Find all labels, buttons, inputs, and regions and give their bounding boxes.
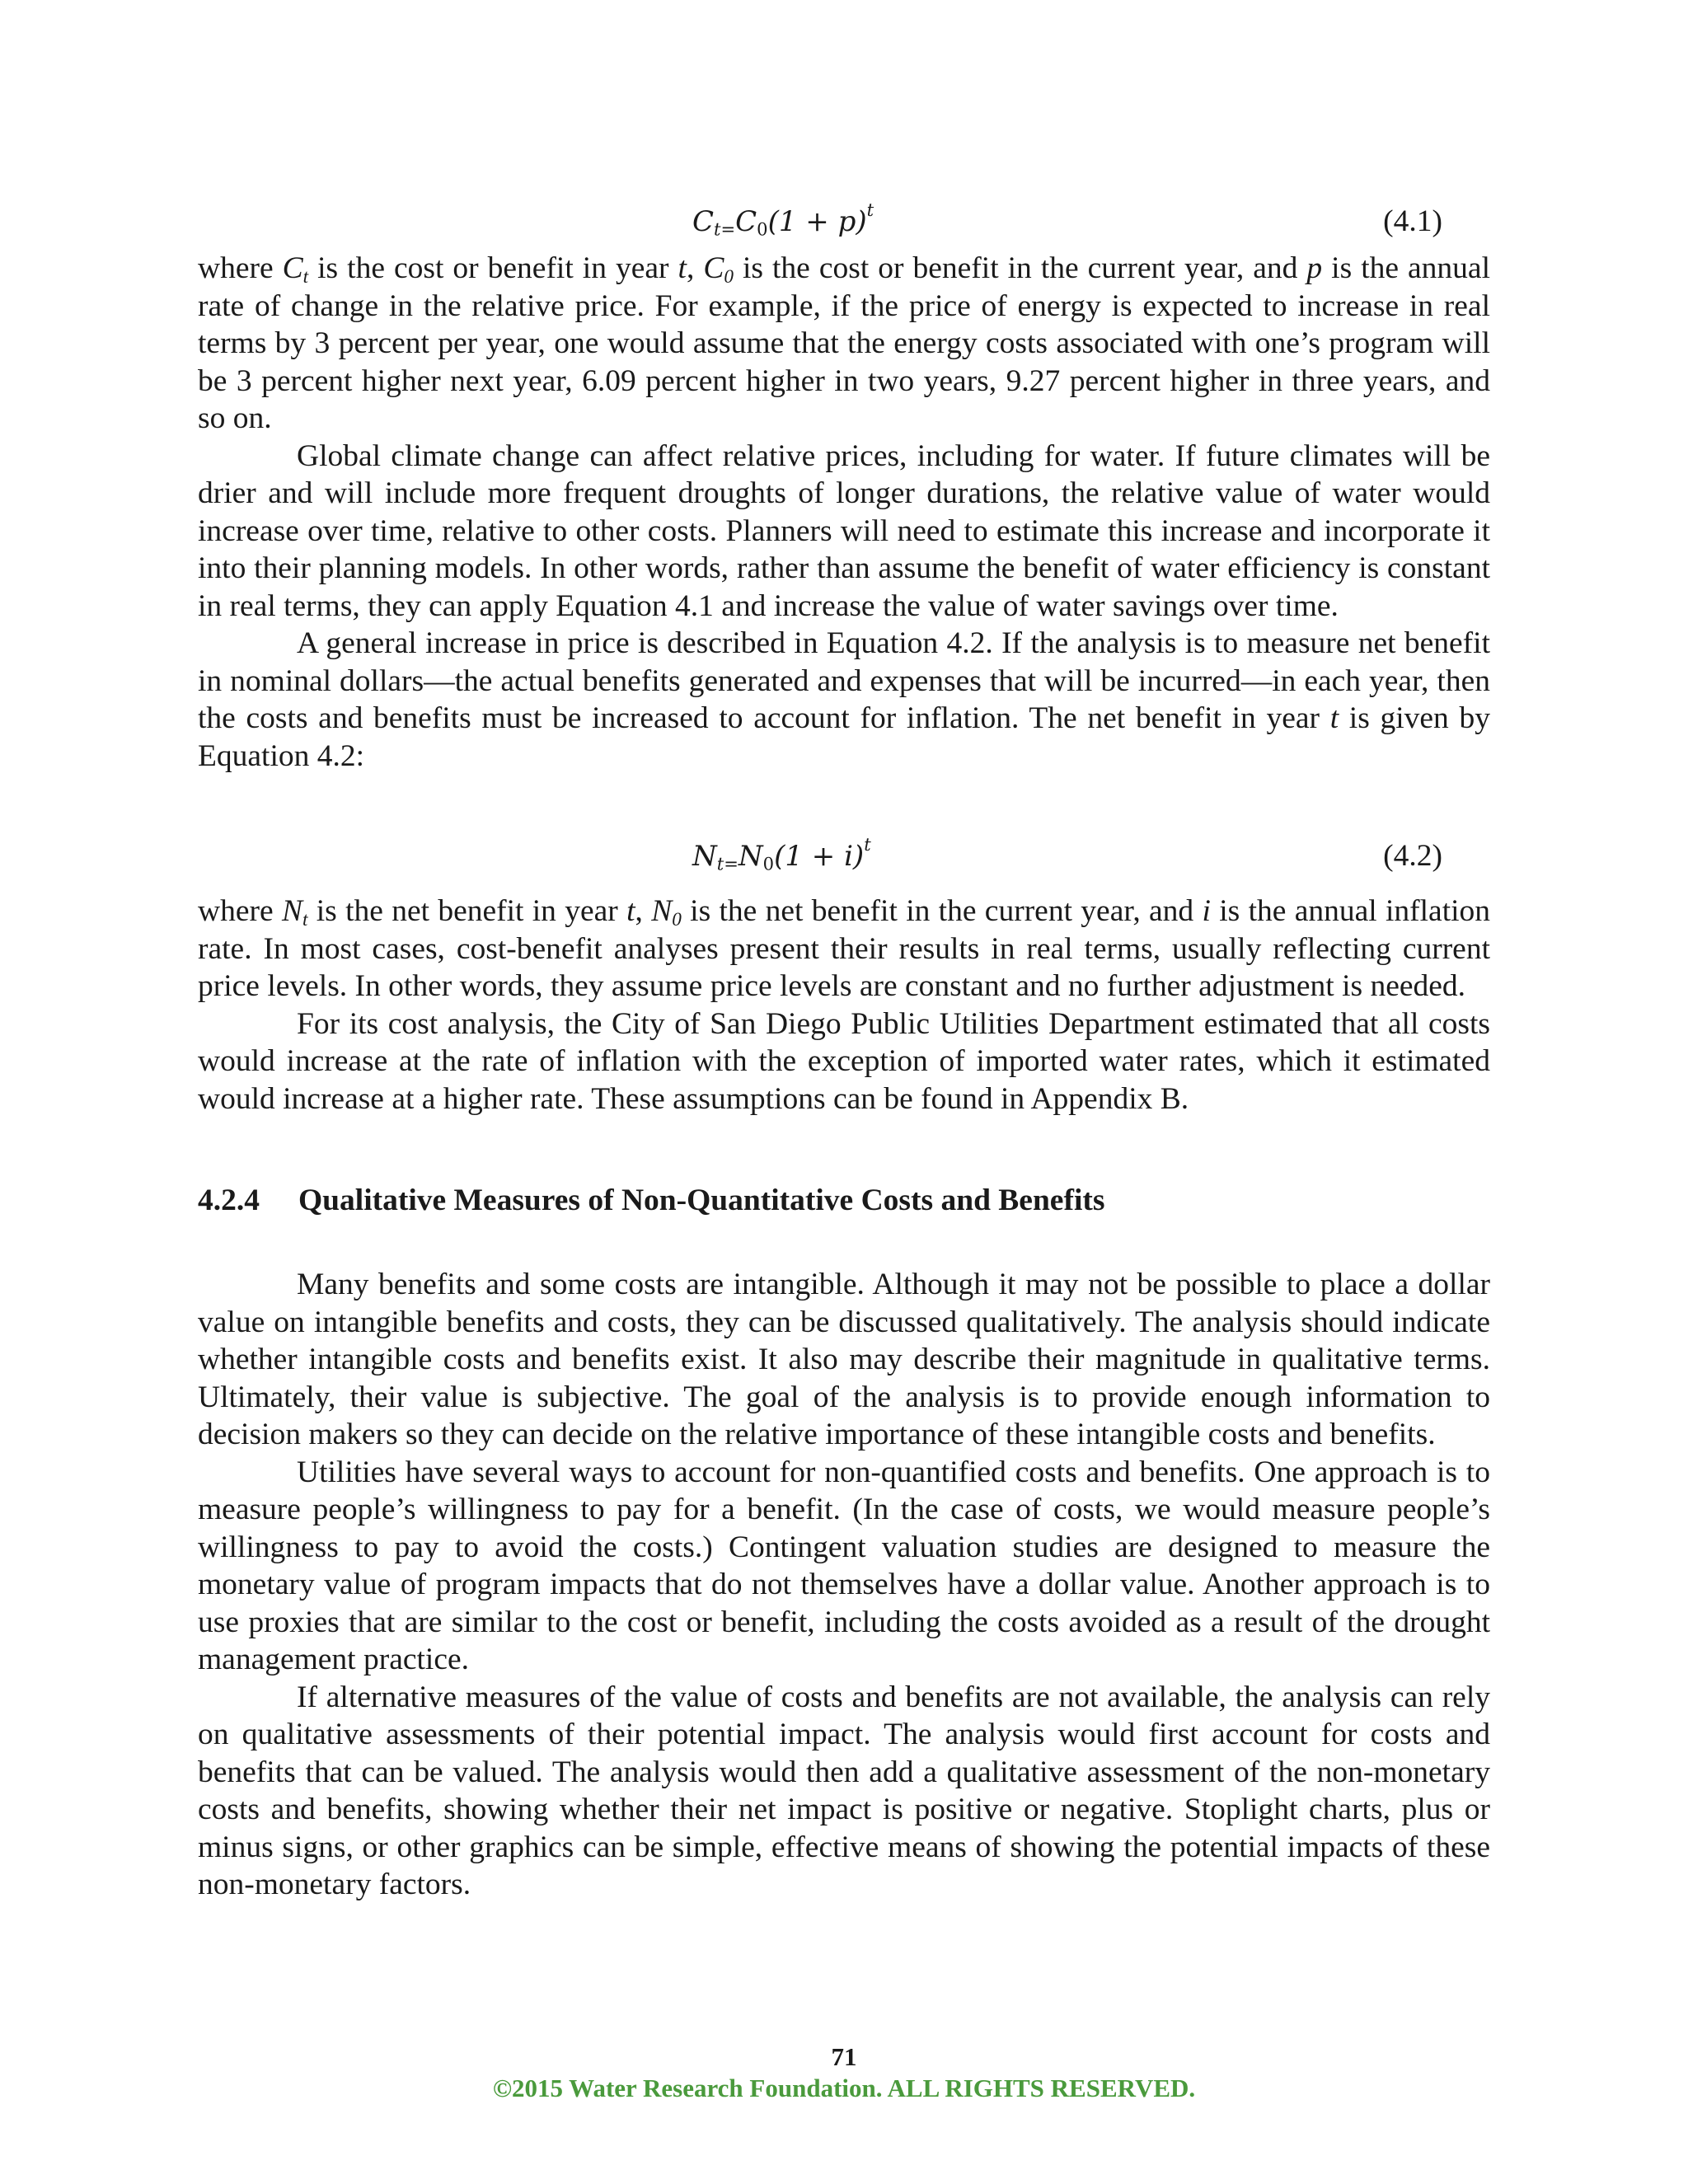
paragraph: A general increase in price is described in Equation 4.2. If the analysis is to measure net benefit in nominal dollars—the actual benefits generated and expenses that will be incurred—in each year, then the costs and benefits must be increased to account for inflation. The net benefit in year t is given by Equation 4.2: [198, 626, 1490, 773]
text-block-middle [198, 893, 1490, 1118]
equation-expression: $N_{t=}N_0(1 + i)^t$ [692, 834, 871, 874]
section-number: 4.2.4 [198, 1183, 260, 1217]
paragraph: For its cost analysis, the City of San Diego Public Utilities Department estimated that all costs would increase at the rate of inflation with the exception of imported water rates, which it estimated would increase at a higher rate. These assumptions can be found in Appendix B. [198, 1006, 1490, 1116]
equation-number: (4.1) [1383, 204, 1442, 238]
copyright-notice: ©2015 Water Research Foundation. ALL RIGHTS RESERVED. [492, 2074, 1196, 2102]
section-title: Qualitative Measures of Non-Quantitative Costs and Benefits [298, 1183, 1105, 1217]
equation-4-1 [198, 200, 1490, 243]
paragraph: where $C_t$ is the cost or benefit in year t, $C_0$ is the cost or benefit in the current year, and p is the annual rate of change in the relative price. For example, if the price of energy is expected to increase in real terms by 3 percent per year, one would assume that the energy costs associated with one’s program will be 3 percent higher next year, 6.09 percent higher in two years, 9.27 percent higher in three years, and so on. [198, 251, 1490, 435]
equation-4-2 [198, 835, 1490, 878]
section-heading [198, 1181, 1490, 1221]
text-block-upper [198, 250, 1490, 775]
paragraph: If alternative measures of the value of costs and benefits are not available, the analysis can rely on qualitative assessments of their potential impact. The analysis would first account for costs and benefits that can be valued. The analysis would then add a qualitative assessment of the non-monetary costs and benefits, showing whether their net impact is positive or negative. Stoplight charts, plus or minus signs, or other graphics can be simple, effective means of showing the potential impacts of these non-monetary factors. [198, 1680, 1490, 1901]
equation-expression: $C_{t=}C_0(1 + p)^t$ [692, 199, 874, 240]
paragraph: Utilities have several ways to account for non-quantified costs and benefits. One approach is to measure people’s willingness to pay for a benefit. (In the case of costs, we would measure people’s willingness to pay to avoid the costs.) Contingent valuation studies are designed to measure the monetary value of program impacts that do not themselves have a dollar value. Another approach is to use proxies that are similar to the cost or benefit, including the costs avoided as a result of the drought management practice. [198, 1455, 1490, 1676]
paragraph: Global climate change can affect relative prices, including for water. If future climates will be drier and will include more frequent droughts of longer durations, the relative value of water would increase over time, relative to other costs. Planners will need to estimate this increase and incorporate it into their planning models. In other words, rather than assume the benefit of water efficiency is constant in real terms, they can apply Equation 4.1 and increase the value of water savings over time. [198, 438, 1490, 623]
equation-number: (4.2) [1383, 839, 1442, 873]
paragraph: where $N_t$ is the net benefit in year t, $N_0$ is the net benefit in the current year, and i is the annual inflation rate. In most cases, cost-benefit analyses present their results in real terms, usually reflecting current price levels. In other words, they assume price levels are constant and no further adjustment is needed. [198, 894, 1491, 1003]
page-number: 71 [831, 2042, 857, 2071]
paragraph: Many benefits and some costs are intangible. Although it may not be possible to place a dollar value on intangible benefits and costs, they can be discussed qualitatively. The analysis should indicate whether intangible costs and benefits exist. It also may describe their magnitude in qualitative terms. Ultimately, their value is subjective. The goal of the analysis is to provide enough information to decision makers so they can decide on the relative importance of these intangible costs and benefits. [198, 1268, 1490, 1451]
text-block-lower [198, 1266, 1490, 1904]
